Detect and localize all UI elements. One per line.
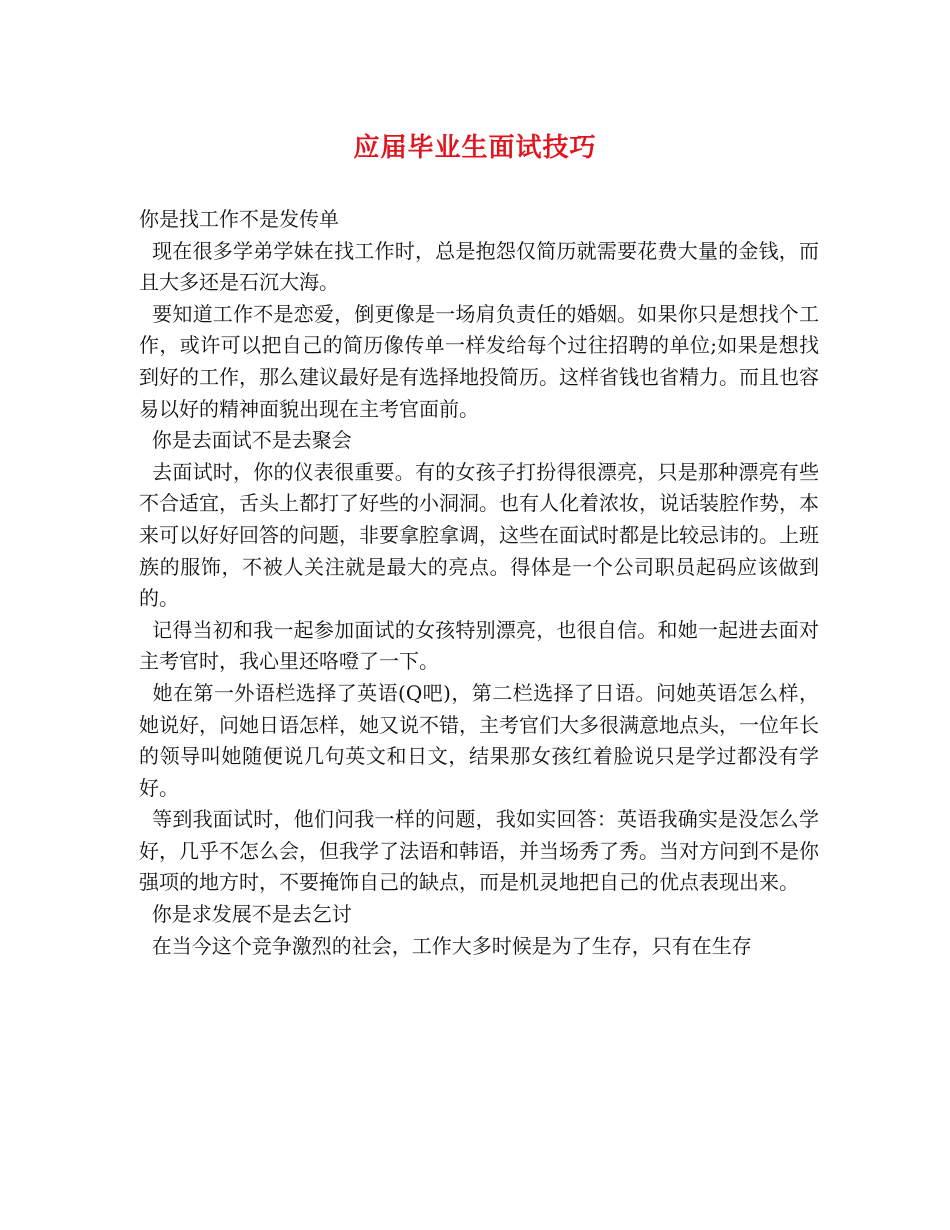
body-paragraph: 她在第一外语栏选择了英语(Q吧)，第二栏选择了日语。问她英语怎么样，她说好，问她日语怎样，她又说不错，主考官们大多很满意地点头，一位年长的领导叫她随便说几句英文和日文，结果那女孩红着脸说只是学过都没有学好。: [139, 680, 819, 800]
body-paragraph: 在当今这个竞争激烈的社会，工作大多时候是为了生存，只有在生存: [139, 933, 752, 958]
section-heading: 你是去面试不是去聚会: [139, 428, 352, 453]
document-title: 应届毕业生面试技巧: [353, 133, 597, 163]
body-paragraph: 等到我面试时，他们问我一样的问题，我如实回答：英语我确实是没怎么学好，几乎不怎么会，但我学了法语和韩语，并当场秀了秀。当对方问到不是你强项的地方时，不要掩饰自己的缺点，而是机灵地把自己的优点表现出来。: [139, 807, 820, 895]
body-paragraph: 去面试时，你的仪表很重要。有的女孩子打扮得很漂亮，只是那种漂亮有些不合适宜，舌头上都打了好些的小洞洞。也有人化着浓妆，说话装腔作势，本来可以好好回答的问题，非要拿腔拿调，这些在面试时都是比较忌讳的。上班族的服饰，不被人关注就是最大的亮点。得体是一个公司职员起码应该做到的。: [139, 459, 820, 611]
section-heading: 你是求发展不是去乞讨: [139, 902, 352, 927]
section-heading: 你是找工作不是发传单: [139, 207, 339, 231]
document-body: [139, 204, 819, 962]
body-paragraph: 现在很多学弟学妹在找工作时，总是抱怨仅简历就需要花费大量的金钱，而且大多还是石沉大海。: [139, 238, 820, 295]
body-paragraph: 要知道工作不是恋爱，倒更像是一场肩负责任的婚姻。如果你只是想找个工作，或许可以把自己的简历像传单一样发给每个过往招聘的单位;如果是想找到好的工作，那么建议最好是有选择地投简历。这样省钱也省精力。而且也容易以好的精神面貌出现在主考官面前。: [139, 301, 820, 421]
body-paragraph: 记得当初和我一起参加面试的女孩特别漂亮，也很自信。和她一起进去面对主考官时，我心里还咯噔了一下。: [139, 617, 820, 674]
